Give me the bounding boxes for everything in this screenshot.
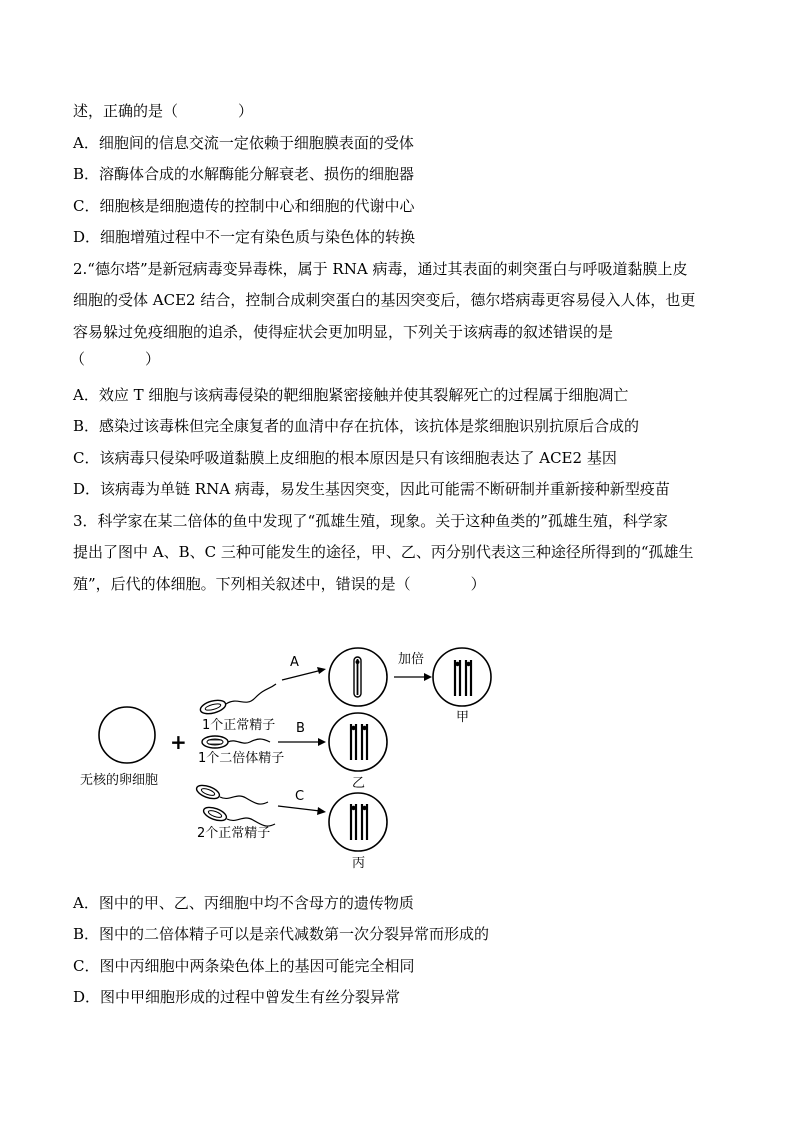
arrow-b-head (318, 738, 326, 746)
q3-option-d: D．图中甲细胞形成的过程中曾发生有丝分裂异常 (73, 988, 401, 1006)
sperm-two-label: 2个正常精子 (197, 826, 271, 841)
double-arrow-head (424, 673, 432, 681)
q2-answer-blank: （ ） (70, 350, 161, 368)
q3-option-a: A．图中的甲、乙、丙细胞中均不含母方的遗传物质 (73, 894, 414, 912)
q1-option-d: D．细胞增殖过程中不一定有染色质与染色体的转换 (73, 228, 416, 246)
q3-stem-line-2: 提出了图中 A、B、C 三种可能发生的途径，甲、乙、丙分别代表这三种途径所得到的“孤雄生 (73, 543, 694, 561)
q2-option-b: B．感染过该毒株但完全康复者的血清中存在抗体，该抗体是浆细胞识别抗原后合成的 (73, 417, 640, 435)
diploid-sperm-icon (202, 736, 270, 748)
q1-stem-tail: 述，正确的是（ ） (73, 102, 254, 120)
arrow-a-head (317, 667, 326, 674)
q1-option-b: B．溶酶体合成的水解酶能分解衰老、损伤的细胞器 (73, 165, 415, 183)
cell-bing (329, 793, 387, 851)
cell-jia (433, 648, 491, 706)
q3-option-c: C．图中丙细胞中两条染色体上的基因可能完全相同 (73, 957, 415, 975)
q1-option-a: A．细胞间的信息交流一定依赖于细胞膜表面的受体 (73, 134, 414, 152)
double-label: 加倍 (398, 652, 425, 667)
haploid-cell (329, 648, 387, 706)
arrow-c-head (317, 807, 326, 815)
cell-jia-label: 甲 (456, 710, 470, 725)
sperm-diploid-label: 1个二倍体精子 (198, 751, 285, 766)
path-b-label: B (296, 721, 305, 736)
q1-option-c: C．细胞核是细胞遗传的控制中心和细胞的代谢中心 (73, 197, 415, 215)
q3-stem-line-1: 3．科学家在某二倍体的鱼中发现了“孤雄生殖，现象。关于这种鱼类的”孤雄生殖，科学家 (73, 512, 668, 530)
q2-option-d: D．该病毒为单链 RNA 病毒，易发生基因突变，因此可能需不断研制并重新接种新型疫苗 (73, 480, 670, 498)
two-sperms-icon (195, 783, 275, 826)
q3-stem-line-3: 殖”，后代的体细胞。下列相关叙述中，错误的是（ ） (73, 575, 486, 593)
q2-option-a: A．效应 T 细胞与该病毒侵染的靶细胞紧密接触并使其裂解死亡的过程属于细胞凋亡 (73, 386, 629, 404)
q2-stem-line-3: 容易躲过免疫细胞的追杀，使得症状会更加明显，下列关于该病毒的叙述错误的是 (73, 323, 614, 341)
q2-stem-line-2: 细胞的受体 ACE2 结合，控制合成刺突蛋白的基因突变后，德尔塔病毒更容易侵入人体，也更 (73, 291, 696, 309)
path-a-label: A (290, 655, 299, 670)
q3-option-b: B．图中的二倍体精子可以是亲代减数第一次分裂异常而形成的 (73, 925, 490, 943)
path-c-label: C (295, 789, 305, 804)
plus-sign: + (170, 730, 187, 754)
cell-yi-label: 乙 (352, 776, 366, 791)
q2-stem-line-1: 2.“德尔塔”是新冠病毒变异毒株，属于 RNA 病毒，通过其表面的刺突蛋白与呼吸道黏膜上皮 (73, 260, 688, 278)
androgenesis-diagram (80, 632, 510, 872)
cell-bing-label: 丙 (352, 856, 366, 871)
sperm-normal-label: 1个正常精子 (202, 718, 276, 733)
normal-sperm-icon (199, 684, 276, 716)
enucleated-egg (99, 707, 155, 763)
q2-option-c: C．该病毒只侵染呼吸道黏膜上皮细胞的根本原因是只有该细胞表达了 ACE2 基因 (73, 449, 617, 467)
cell-yi (329, 713, 387, 771)
egg-label: 无核的卵细胞 (80, 773, 159, 788)
